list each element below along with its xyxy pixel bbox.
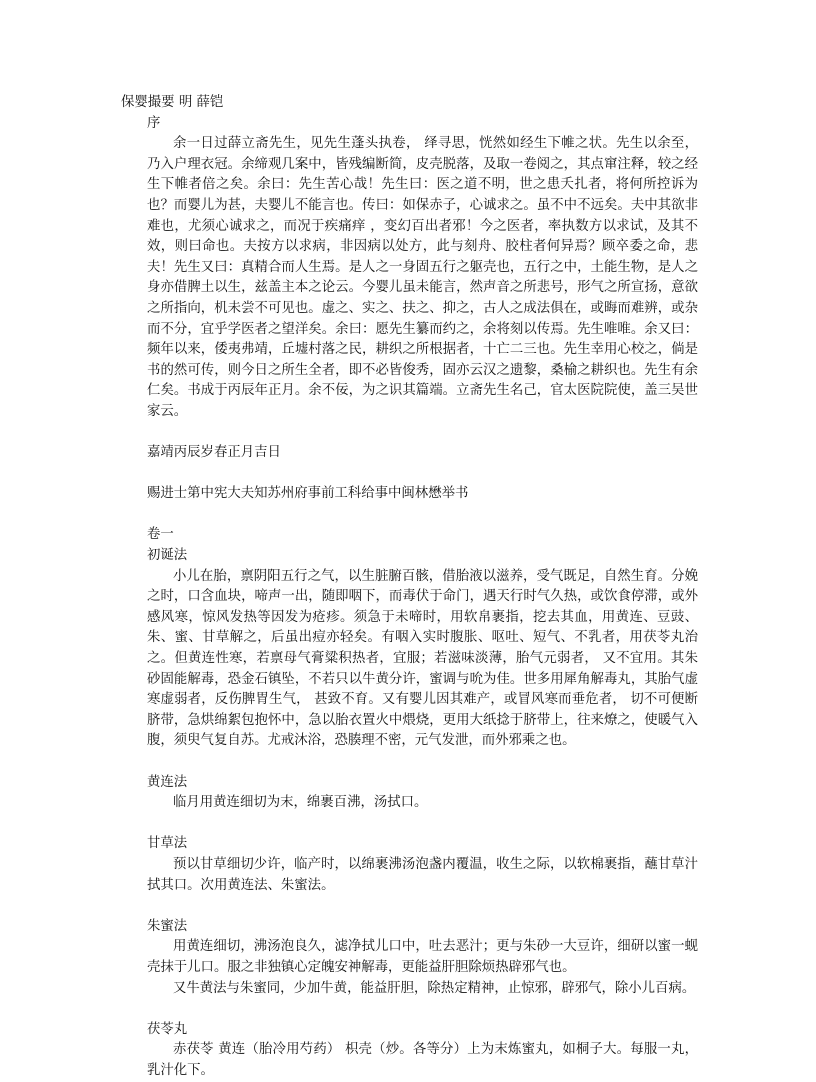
section-paragraph: 赤茯苓 黄连（胎冷用芍药） 枳壳（炒。各等分）上为末炼蜜丸，如桐子大。每服一丸，乳汁化下。 — [147, 1042, 698, 1078]
section-paragraph: 又牛黄法与朱蜜同，少加牛黄，能益肝胆，除热定精神，止惊邪，辟邪气，除小儿百病。 — [173, 980, 696, 996]
preface-heading: 序 — [147, 115, 161, 131]
section-paragraph: 临月用黄连细切为末，绵裹百沸，汤拭口。 — [173, 795, 428, 811]
section-paragraph: 用黄连细切，沸汤泡良久，滤净拭儿口中，吐去恶汁；更与朱砂一大豆许，细研以蜜一蚬壳抹于儿口。服之非独镇心定魄安神解毒，更能益肝胆除烦热辟邪气也。 — [147, 939, 698, 975]
preface-date: 嘉靖丙辰岁春正月吉日 — [147, 445, 281, 461]
section-paragraph: 小儿在胎，禀阴阳五行之气，以生脏腑百骸，借胎液以滋养，受气既足，自然生育。分娩之时，口含血块，啼声一出，随即咽下，而毒伏于命门，遇天行时气久热，或饮食停滞，或外感风寒，惊风发热等因发为疮疹。须急于未啼时，用软帛裹指，挖去其血，用黄连、豆豉、朱、蜜、甘草解之，后虽出痘亦轻矣。有咽入实时腹胀、呕吐、短气、不乳者，用茯苓丸治之。但黄连性寒，若禀母气膏粱积热者，宜服；若滋味淡薄，胎气元弱者， 又不宜用。其朱砂固能解毒，恐金石镇坠，不若只以牛黄分许，蜜调与吮为佳。世多用犀角解毒丸，其胎气虚寒虚弱者，反伤脾胃生气， 甚致不育。又有婴儿因其难产，或冒风寒而垂危者， 切不可便断脐带，急烘绵絮包抱怀中，急以胎衣置火中煨烧，更用大纸捻于脐带上，往来燎之，使暖气入腹，须臾气复自苏。尤戒沐浴，恐腠理不密，元气发泄，而外邪乘之也。 — [147, 568, 698, 749]
preface-paragraph: 余一日过薛立斋先生，见先生蓬头执卷， 绎寻思，恍然如经生下帷之状。先生以余至，乃入户理衣冠。余缔观几案中，皆残编断简，皮壳脱落，及取一卷阅之，其点窜注释，较之经生下帷者倍之矣。余曰：先生苦心哉！先生曰：医之道不明，世之患夭扎者，将何所控诉为也？而婴儿为甚，夫婴儿不能言也。传曰：如保赤子，心诚求之。虽不中不远矣。夫中其欲非难也，尤须心诚求之，而况于疾痛痒 ，变幻百出者邪！今之医者，率执数方以求试，及其不效，则曰命也。夫按方以求病，非因病以处方，此与刻舟、胶柱者何异焉？顾卒委之命，悲夫！先生又曰：真精合而人生焉。是人之一身固五行之躯壳也，五行之中，土能生物，是人之身亦借脾土以生，兹盖主本之论云。今婴儿虽未能言，然声音之所悲号，形气之所宣扬，意欲之所指向，机未尝不可见也。虚之、实之、扶之、抑之，古人之成法俱在，或晦而难辨，或杂而不分，宜乎学医者之望洋矣。余曰：愿先生纂而约之，余将刻以传焉。先生唯唯。余又曰：频年以来，倭夷弗靖，丘墟村落之民，耕织之所根据者，十亡二三也。先生幸用心校之，倘是书的然可传，则今日之所生全者，即不必皆俊秀，固亦云汉之遗黎，桑榆之耕织也。先生有余仁矣。书成于丙辰年正月。余不佞，为之识其篇端。立斋先生名己，官太医院院使，盖三吴世家云。 — [147, 136, 698, 419]
book-title-line: 保婴撮要 明 薛铠 — [121, 95, 224, 110]
volume-heading: 卷一 — [147, 527, 174, 543]
section-title: 黄连法 — [147, 774, 188, 790]
section-title: 茯苓丸 — [147, 1021, 188, 1037]
section-paragraph: 预以甘草细切少许，临产时，以绵裹沸汤泡盏内覆温，收生之际，以软棉裹指，蘸甘草汁拭其口。次用黄连法、朱蜜法。 — [147, 856, 698, 893]
section-title: 朱蜜法 — [147, 918, 188, 934]
section-title: 初诞法 — [147, 548, 188, 564]
preface-author: 赐进士第中宪大夫知苏州府事前工科给事中闽林懋举书 — [147, 486, 469, 502]
section-title: 甘草法 — [147, 836, 188, 852]
